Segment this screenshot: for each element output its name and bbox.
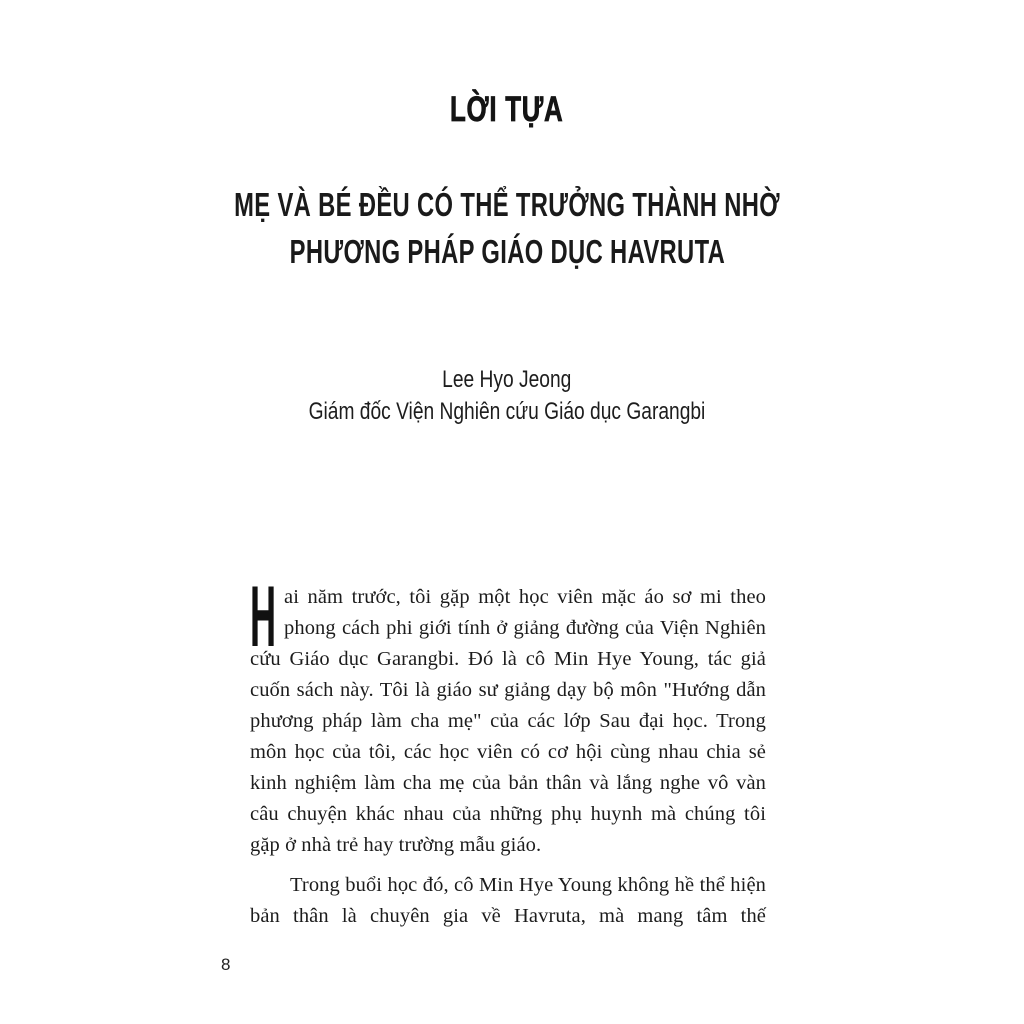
- chapter-heading-line2: PHƯƠNG PHÁP GIÁO DỤC HAVRUTA: [289, 233, 725, 270]
- body-text: [250, 569, 766, 932]
- author-name: Lee Hyo Jeong: [442, 366, 572, 393]
- paragraph-1: [250, 569, 766, 861]
- author-block: [0, 364, 1014, 428]
- section-title: [0, 90, 1014, 130]
- chapter-heading: [0, 181, 1014, 275]
- chapter-heading-line1: MẸ VÀ BÉ ĐỀU CÓ THỂ TRƯỞNG THÀNH NHỜ: [234, 186, 780, 223]
- paragraph-2: Trong buổi học đó, cô Min Hye Young không hề thể hiện bản thân là chuyên gia về Havruta, mà mang tâm thế: [250, 874, 766, 927]
- page-number: 8: [221, 955, 231, 974]
- dropcap-letter: H: [250, 569, 277, 665]
- paragraph-1-text: ai năm trước, tôi gặp một học viên mặc áo sơ mi theo phong cách phi giới tính ở giảng đường của Viện Nghiên cứu Giáo dục Garangbi. Đó là cô Min Hye Young, tác giả cuốn sách này. Tôi là giáo sư giảng dạy bộ môn "Hướng dẫn phương pháp làm cha mẹ" của các lớp Sau đại học. Trong môn học của tôi, các học viên có cơ hội cùng nhau chia sẻ kinh nghiệm làm cha mẹ của bản thân và lắng nghe vô vàn câu chuyện khác nhau của những phụ huynh mà chúng tôi gặp ở nhà trẻ hay trường mẫu giáo.: [250, 586, 766, 856]
- author-title: Giám đốc Viện Nghiên cứu Giáo dục Garangbi: [308, 398, 706, 425]
- section-title-text: LỜI TỰA: [450, 90, 564, 129]
